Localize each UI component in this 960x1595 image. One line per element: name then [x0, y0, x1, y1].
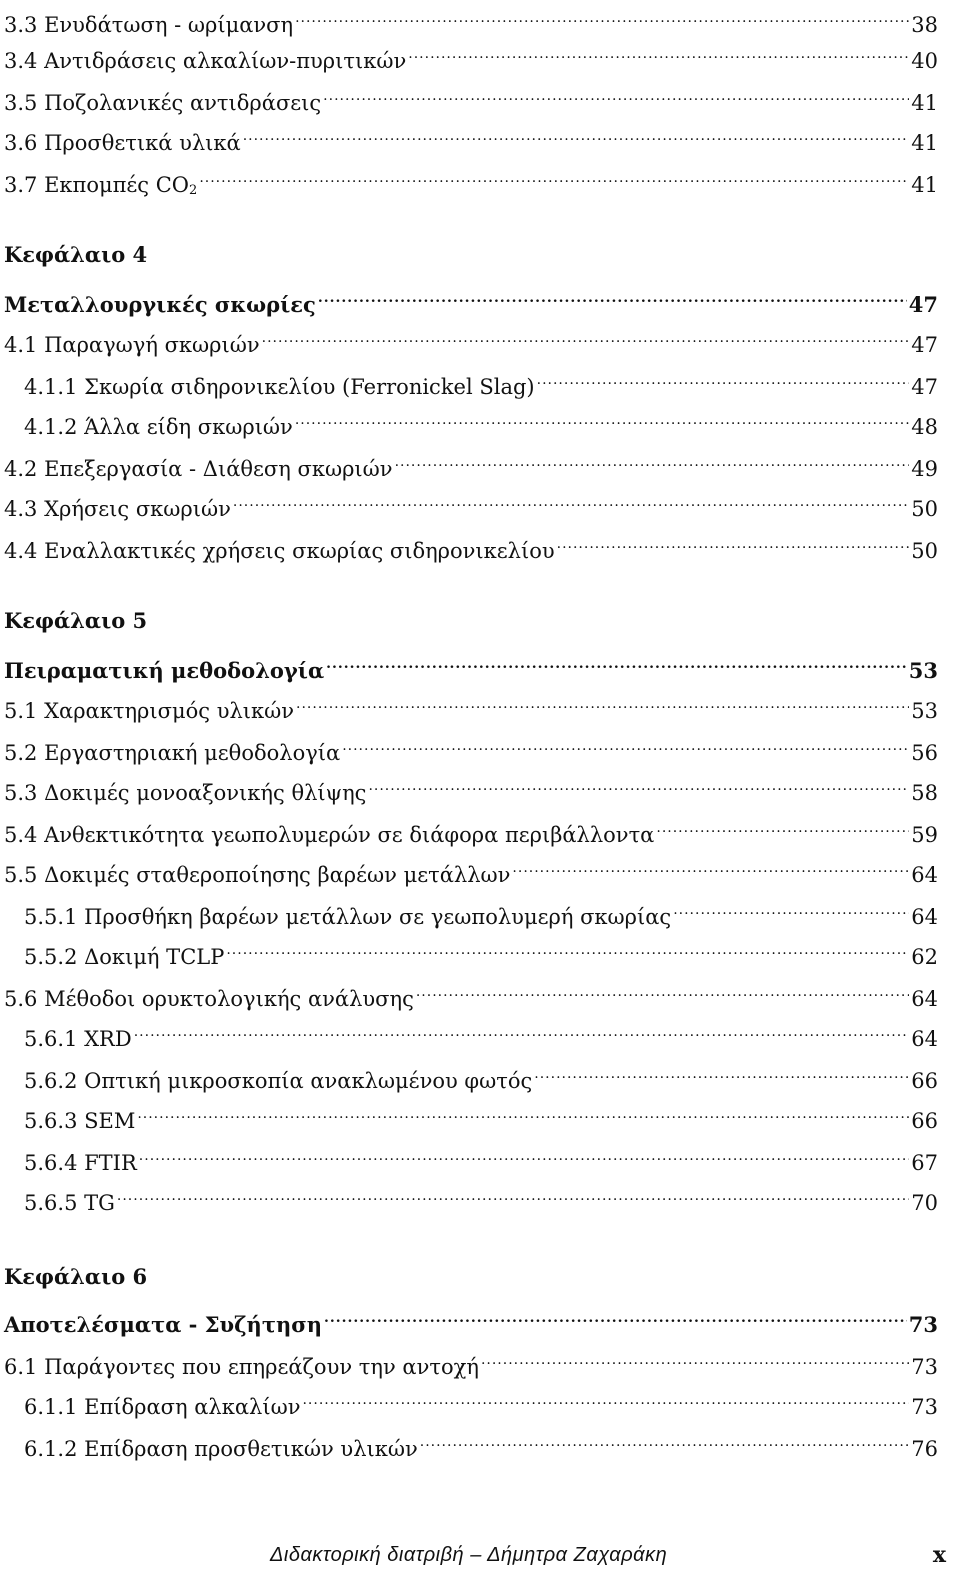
- toc-entry-6-1[interactable]: [4, 1344, 938, 1379]
- toc-chapter-4-title[interactable]: [4, 282, 938, 317]
- toc-entry-page: 49: [911, 457, 938, 481]
- toc-entry-5-6[interactable]: [4, 976, 938, 1011]
- toc-entry-title: 3.7 Εκπομπές $CO_2$: [4, 173, 198, 198]
- toc-entry-5-5-1[interactable]: [24, 894, 938, 929]
- toc-leader-dots: [233, 486, 909, 516]
- toc-leader-dots: [324, 1302, 907, 1332]
- toc-leader-dots: [342, 730, 909, 760]
- toc-entry-page: 50: [911, 497, 938, 521]
- toc-entry-title: 5.2 Εργαστηριακή μεθοδολογία: [4, 741, 341, 765]
- toc-entry-4-4[interactable]: [4, 528, 938, 563]
- chapter-4-label: Κεφάλαιο 4: [4, 242, 148, 267]
- toc-entry-title: 5.6.5 TG: [24, 1191, 115, 1215]
- toc-entry-page: 73: [911, 1395, 938, 1419]
- toc-entry-page: 64: [911, 987, 938, 1011]
- footer-page-number: x: [932, 1542, 946, 1568]
- toc-entry-title: 3.4 Αντιδράσεις αλκαλίων-πυριτικών: [4, 49, 407, 73]
- toc-entry-5-5[interactable]: [4, 852, 938, 887]
- toc-entry-page: 41: [911, 91, 938, 115]
- toc-entry-title: 3.6 Προσθετικά υλικά: [4, 131, 241, 155]
- toc-leader-dots: [137, 1098, 909, 1128]
- toc-leader-dots: [326, 648, 907, 678]
- toc-entry-title: 5.6.4 FTIR: [24, 1151, 137, 1175]
- toc-leader-dots: [368, 770, 909, 800]
- toc-entry-5-6-3[interactable]: [24, 1098, 938, 1133]
- toc-entry-page: 66: [911, 1109, 938, 1133]
- chapter-6-label: Κεφάλαιο 6: [4, 1264, 148, 1289]
- toc-entry-title: 4.1.2 Άλλα είδη σκωριών: [24, 415, 293, 439]
- toc-entry-4-3[interactable]: [4, 486, 938, 521]
- toc-entry-5-6-2[interactable]: [24, 1058, 938, 1093]
- toc-leader-dots: [295, 404, 909, 434]
- toc-entry-5-6-5[interactable]: [24, 1180, 938, 1215]
- toc-entry-page: 64: [911, 905, 938, 929]
- toc-leader-dots: [296, 688, 909, 718]
- toc-entry-5-2[interactable]: [4, 730, 938, 765]
- toc-entry-page: 58: [911, 781, 938, 805]
- toc-entry-4-1-1[interactable]: [24, 364, 938, 399]
- toc-entry-title: 5.5.1 Προσθήκη βαρέων μετάλλων σε γεωπολυμερή σκωρίας: [24, 905, 672, 929]
- toc-leader-dots: [139, 1140, 909, 1170]
- toc-entry-3-5[interactable]: [4, 80, 938, 115]
- chapter-title: Πειραματική μεθοδολογία: [4, 658, 325, 683]
- toc-leader-dots: [408, 38, 909, 68]
- toc-entry-title: 6.1.1 Επίδραση αλκαλίων: [24, 1395, 301, 1419]
- toc-entry-page: 53: [911, 699, 938, 723]
- toc-leader-dots: [199, 162, 909, 192]
- toc-entry-page: 50: [911, 539, 938, 563]
- toc-entry-6-1-2[interactable]: [24, 1426, 938, 1461]
- toc-leader-dots: [512, 852, 909, 882]
- toc-entry-5-3[interactable]: [4, 770, 938, 805]
- toc-entry-title: 4.3 Χρήσεις σκωριών: [4, 497, 231, 521]
- toc-leader-dots: [243, 120, 910, 150]
- toc-chapter-6-title[interactable]: [4, 1302, 938, 1337]
- chapter-page: 47: [908, 292, 938, 317]
- toc-entry-4-1-2[interactable]: [24, 404, 938, 439]
- toc-leader-dots: [537, 364, 910, 394]
- toc-entry-page: 41: [911, 131, 938, 155]
- toc-entry-title: 5.5 Δοκιμές σταθεροποίησης βαρέων μετάλλων: [4, 863, 511, 887]
- chapter-page: 73: [908, 1312, 938, 1337]
- subscript-2: 2: [189, 183, 198, 198]
- chapter-title: Μεταλλουργικές σκωρίες: [4, 292, 316, 317]
- toc-entry-title: 5.6 Μέθοδοι ορυκτολογικής ανάλυσης: [4, 987, 414, 1011]
- toc-entry-page: 64: [911, 1027, 938, 1051]
- toc-leader-dots: [295, 2, 909, 32]
- toc-entry-page: 76: [911, 1437, 938, 1461]
- toc-leader-dots: [318, 282, 907, 312]
- toc-leader-dots: [262, 322, 910, 352]
- toc-entry-title: 6.1.2 Επίδραση προσθετικών υλικών: [24, 1437, 418, 1461]
- toc-entry-page: 59: [911, 823, 938, 847]
- toc-entry-page: 40: [911, 49, 938, 73]
- toc-entry-title: 5.5.2 Δοκιμή TCLP: [24, 945, 225, 969]
- toc-entry-3-3[interactable]: [4, 2, 938, 37]
- toc-entry-title: 4.4 Εναλλακτικές χρήσεις σκωρίας σιδηρονικελίου: [4, 539, 555, 563]
- toc-entry-5-6-4[interactable]: [24, 1140, 938, 1175]
- toc-leader-dots: [302, 1384, 909, 1414]
- toc-entry-4-1[interactable]: [4, 322, 938, 357]
- toc-leader-dots: [323, 80, 909, 110]
- toc-entry-3-4[interactable]: [4, 38, 938, 73]
- toc-leader-dots: [673, 894, 909, 924]
- toc-entry-5-6-1[interactable]: [24, 1016, 938, 1051]
- toc-entry-title: 5.3 Δοκιμές μονοαξονικής θλίψης: [4, 781, 367, 805]
- toc-entry-3-7[interactable]: [4, 162, 938, 198]
- toc-entry-5-1[interactable]: [4, 688, 938, 723]
- toc-entry-page: 47: [911, 333, 938, 357]
- toc-entry-title: 3.5 Ποζολανικές αντιδράσεις: [4, 91, 322, 115]
- page-footer: [0, 1540, 960, 1574]
- toc-entry-page: 47: [911, 375, 938, 399]
- toc-entry-4-2[interactable]: [4, 446, 938, 481]
- toc-entry-title: 4.1.1 Σκωρία σιδηρονικελίου (Ferronickel Slag): [24, 375, 535, 399]
- chapter-page: 53: [908, 658, 938, 683]
- toc-leader-dots: [557, 528, 910, 558]
- toc-entry-page: 38: [911, 13, 938, 37]
- toc-entry-page: 48: [911, 415, 938, 439]
- toc-entry-title: 5.6.2 Οπτική μικροσκοπία ανακλωμένου φωτός: [24, 1069, 533, 1093]
- toc-leader-dots: [420, 1426, 910, 1456]
- toc-entry-page: 41: [911, 173, 938, 197]
- toc-entry-page: 56: [911, 741, 938, 765]
- toc-entry-title: 4.2 Επεξεργασία - Διάθεση σκωριών: [4, 457, 393, 481]
- toc-entry-title: 6.1 Παράγοντες που επηρεάζουν την αντοχή: [4, 1355, 479, 1379]
- toc-entry-title: 5.1 Χαρακτηρισμός υλικών: [4, 699, 295, 723]
- toc-chapter-5-title[interactable]: [4, 648, 938, 683]
- toc-entry-title: 3.3 Ενυδάτωση - ωρίμανση: [4, 13, 294, 37]
- toc-leader-dots: [395, 446, 910, 476]
- toc-entry-6-1-1[interactable]: [24, 1384, 938, 1419]
- footer-title: Διδακτορική διατριβή – Δήμητρα Ζαχαράκη: [270, 1544, 668, 1566]
- toc-entry-page: 66: [911, 1069, 938, 1093]
- toc-leader-dots: [534, 1058, 909, 1088]
- chapter-5-label: Κεφάλαιο 5: [4, 608, 148, 633]
- toc-leader-dots: [481, 1344, 909, 1374]
- toc-entry-title: 4.1 Παραγωγή σκωριών: [4, 333, 260, 357]
- toc-entry-title: 5.6.3 SEM: [24, 1109, 136, 1133]
- toc-leader-dots: [134, 1016, 910, 1046]
- chapter-title: Αποτελέσματα - Συζήτηση: [4, 1312, 322, 1337]
- toc-entry-5-4[interactable]: [4, 812, 938, 847]
- toc-entry-title: 5.6.1 XRD: [24, 1027, 132, 1051]
- toc-entry-3-6[interactable]: [4, 120, 938, 155]
- toc-entry-page: 62: [911, 945, 938, 969]
- toc-entry-page: 64: [911, 863, 938, 887]
- toc-leader-dots: [226, 934, 909, 964]
- toc-leader-dots: [656, 812, 909, 842]
- toc-entry-title: 5.4 Ανθεκτικότητα γεωπολυμερών σε διάφορα περιβάλλοντα: [4, 823, 655, 847]
- toc-entry-page: 70: [911, 1191, 938, 1215]
- toc-leader-dots: [117, 1180, 909, 1210]
- toc-entry-5-5-2[interactable]: [24, 934, 938, 969]
- toc-leader-dots: [416, 976, 909, 1006]
- toc-entry-page: 67: [911, 1151, 938, 1175]
- toc-entry-page: 73: [911, 1355, 938, 1379]
